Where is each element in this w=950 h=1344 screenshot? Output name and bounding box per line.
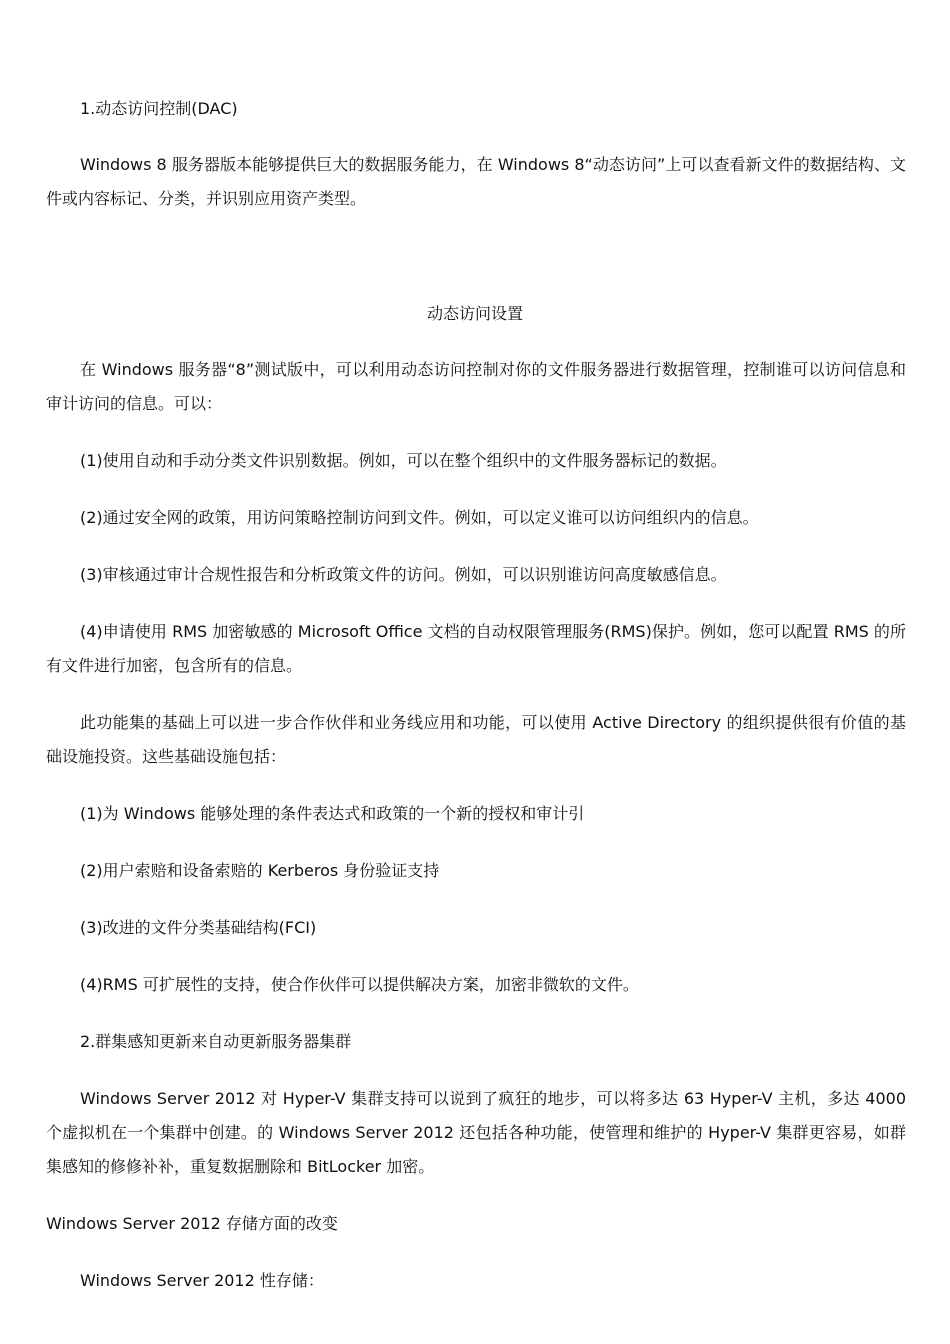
paragraph-dac-intro: Windows 8 服务器版本能够提供巨大的数据服务能力，在 Windows 8“动态访问”上可以查看新文件的数据结构、文件或内容标记、分类，并识别应用资产类型。	[46, 155, 906, 208]
paragraph-dac-beta: 在 Windows 服务器“8”测试版中，可以利用动态访问控制对你的文件服务器进行数据管理，控制谁可以访问信息和审计访问的信息。可以：	[46, 360, 906, 413]
paragraph-hyperv-cluster: Windows Server 2012 对 Hyper-V 集群支持可以说到了疯狂的地步，可以将多达 63 Hyper-V 主机，多达 4000 个虚拟机在一个集群中创建。的 Windows Server 2012 还包括各种功能，使管理和维护的 Hyper-V 集群更容易，如群集感知的修修补补，重复数据删除和 BitLocker 加密。	[46, 1089, 906, 1176]
list-item: (2)用户索赔和设备索赔的 Kerberos 身份验证支持	[80, 861, 440, 880]
section-heading-cluster: 2.群集感知更新来自动更新服务器集群	[80, 1032, 352, 1051]
paragraph-storage-intro: Windows Server 2012 性存储：	[80, 1271, 324, 1290]
list-item: (1)为 Windows 能够处理的条件表达式和政策的一个新的授权和审计引	[80, 804, 585, 823]
list-item: (3)改进的文件分类基础结构(FCI)	[80, 918, 317, 937]
list-item: (2)通过安全网的政策，用访问策略控制访问到文件。例如，可以定义谁可以访问组织内的信息。	[80, 508, 759, 527]
list-item: (3)审核通过审计合规性报告和分析政策文件的访问。例如，可以识别谁访问高度敏感信息。	[80, 565, 727, 584]
figure-caption: 动态访问设置	[426, 304, 523, 323]
section-heading-dac: 1.动态访问控制(DAC)	[80, 99, 238, 118]
list-item: (4)RMS 可扩展性的支持，使合作伙伴可以提供解决方案，加密非微软的文件。	[80, 975, 639, 994]
section-heading-storage: Windows Server 2012 存储方面的改变	[46, 1214, 338, 1233]
paragraph-rms: (4)申请使用 RMS 加密敏感的 Microsoft Office 文档的自动权限管理服务(RMS)保护。例如，您可以配置 RMS 的所有文件进行加密，包含所有的信息。	[46, 622, 906, 675]
list-item: (1)使用自动和手动分类文件识别数据。例如，可以在整个组织中的文件服务器标记的数据。	[80, 451, 727, 470]
paragraph-infrastructure: 此功能集的基础上可以进一步合作伙伴和业务线应用和功能，可以使用 Active Directory 的组织提供很有价值的基础设施投资。这些基础设施包括：	[46, 713, 906, 766]
